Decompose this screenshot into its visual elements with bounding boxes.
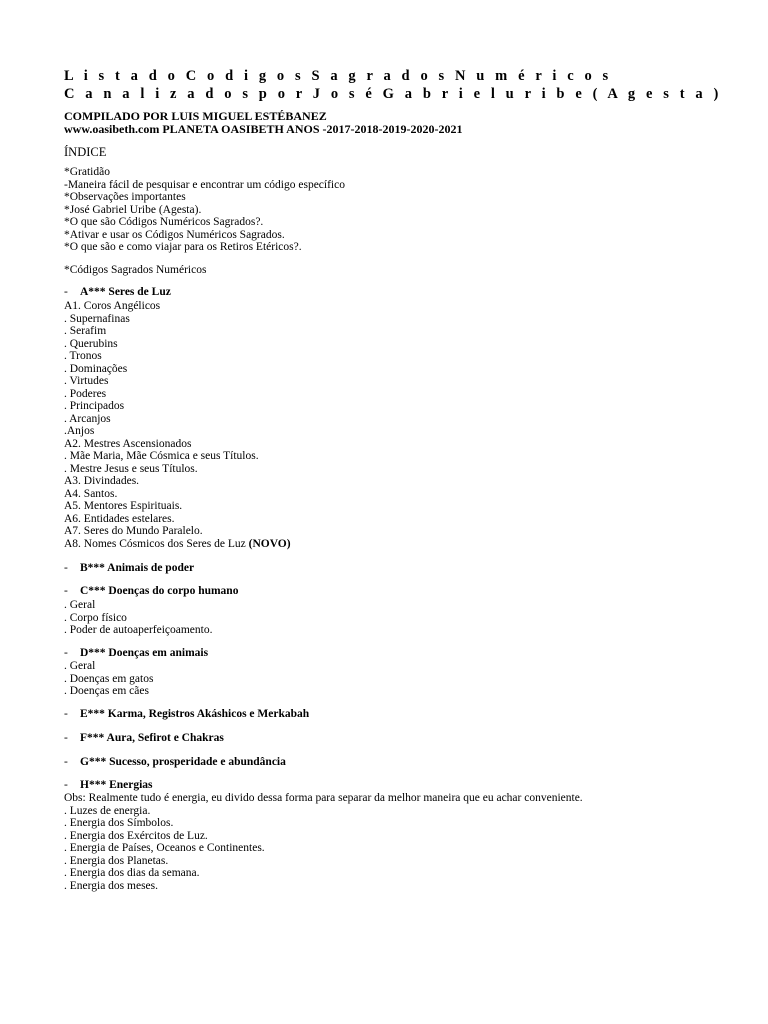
index-heading: ÍNDICE xyxy=(64,145,107,159)
section-g-heading xyxy=(64,756,286,768)
list-item: . Principados xyxy=(64,400,125,412)
section-e-heading xyxy=(64,708,309,720)
bullet-dash: - xyxy=(64,732,68,744)
section-d-heading xyxy=(64,647,208,659)
list-item: . Corpo físico xyxy=(64,611,127,624)
section-h-title: H*** Energias xyxy=(80,779,153,791)
list-item: . Doenças em cães xyxy=(64,685,149,697)
section-b-title: B*** Animais de poder xyxy=(80,562,195,574)
list-item: . Geral xyxy=(64,599,96,611)
list-item: . Virtudes xyxy=(64,375,109,387)
section-g-title: G*** Sucesso, prosperidade e abundância xyxy=(80,756,286,768)
toc-item: *Ativar e usar os Códigos Numéricos Sagrados. xyxy=(64,228,285,241)
bullet-dash: - xyxy=(64,647,68,659)
list-item: . Poder de autoaperfeiçoamento. xyxy=(64,624,213,636)
list-item: . Mãe Maria, Mãe Cósmica e seus Títulos. xyxy=(64,450,259,462)
list-item: . Tronos xyxy=(64,350,102,362)
site-line: www.oasibeth.com PLANETA OASIBETH ANOS -2017-2018-2019-2020-2021 xyxy=(64,122,463,136)
list-item: . Energia dos dias da semana. xyxy=(64,867,200,879)
list-item: . Mestre Jesus e seus Títulos. xyxy=(64,462,198,475)
section-a-title: A*** Seres de Luz xyxy=(80,286,171,298)
new-badge: (NOVO) xyxy=(248,537,291,550)
section-h-heading xyxy=(64,779,153,791)
section-d-title: D*** Doenças em animais xyxy=(80,647,209,659)
codes-heading: *Códigos Sagrados Numéricos xyxy=(64,264,207,276)
list-item: . Geral xyxy=(64,660,96,672)
list-item: . Serafim xyxy=(64,325,107,337)
title-line-2: C a n a l i z a d o s p o r J o s é G a b r i e l u r i b e ( A g e s t a ) xyxy=(64,86,722,102)
bullet-dash: - xyxy=(64,585,68,597)
toc-item: *Gratidão xyxy=(64,166,110,178)
compiled-by: COMPILADO POR LUIS MIGUEL ESTÉBANEZ xyxy=(64,109,327,123)
list-item: . Poderes xyxy=(64,387,107,400)
list-item xyxy=(64,538,291,551)
list-item: A5. Mentores Espirituais. xyxy=(64,500,183,512)
bullet-dash: - xyxy=(64,779,68,791)
toc-item: *O que são e como viajar para os Retiros Etéricos?. xyxy=(64,241,302,253)
list-item: . Luzes de energia. xyxy=(64,804,151,817)
list-item: A1. Coros Angélicos xyxy=(64,300,161,312)
section-c-title: C*** Doenças do corpo humano xyxy=(80,585,239,597)
section-f-title: F*** Aura, Sefirot e Chakras xyxy=(80,732,224,744)
bullet-dash: - xyxy=(64,708,68,720)
list-item: . Energia dos Planetas. xyxy=(64,854,169,867)
section-c-heading xyxy=(64,585,238,597)
toc-item: *O que são Códigos Numéricos Sagrados?. xyxy=(64,216,264,228)
list-item: . Arcanjos xyxy=(64,412,111,425)
list-item: . Supernafinas xyxy=(64,312,130,325)
list-item: A2. Mestres Ascensionados xyxy=(64,437,192,450)
bullet-dash: - xyxy=(64,756,68,768)
bullet-dash: - xyxy=(64,286,68,298)
bullet-dash: - xyxy=(64,562,68,574)
toc-item: *Observações importantes xyxy=(64,191,186,203)
list-item: . Energia de Países, Oceanos e Continentes. xyxy=(64,842,265,854)
toc-item: *José Gabriel Uribe (Agesta). xyxy=(64,203,202,216)
list-item: . Energia dos Símbolos. xyxy=(64,817,174,829)
list-item: . Querubins xyxy=(64,337,118,350)
list-item: . Energia dos meses. xyxy=(64,879,159,892)
list-item: . Doenças em gatos xyxy=(64,672,154,685)
section-h-note: Obs: Realmente tudo é energia, eu divido dessa forma para separar da melhor maneira que eu achar conveniente. xyxy=(64,792,583,804)
section-a-heading xyxy=(64,286,171,298)
list-item: A4. Santos. xyxy=(64,487,118,500)
list-item: A3. Divindades. xyxy=(64,475,140,487)
list-item: . Energia dos Exércitos de Luz. xyxy=(64,829,208,842)
title-line-1: L i s t a d o C o d i g o s S a g r a d o s N u m é r i c o s xyxy=(64,68,612,84)
list-item: A7. Seres do Mundo Paralelo. xyxy=(64,525,203,537)
section-f-heading xyxy=(64,732,224,744)
list-item: . Dominações xyxy=(64,362,128,375)
list-item: .Anjos xyxy=(64,425,95,437)
list-item: A6. Entidades estelares. xyxy=(64,512,175,525)
section-b-heading xyxy=(64,562,194,574)
section-e-title: E*** Karma, Registros Akáshicos e Merkabah xyxy=(80,708,310,720)
toc-item: -Maneira fácil de pesquisar e encontrar um código específico xyxy=(64,178,345,191)
list-item-text: A8. Nomes Cósmicos dos Seres de Luz xyxy=(64,537,246,550)
